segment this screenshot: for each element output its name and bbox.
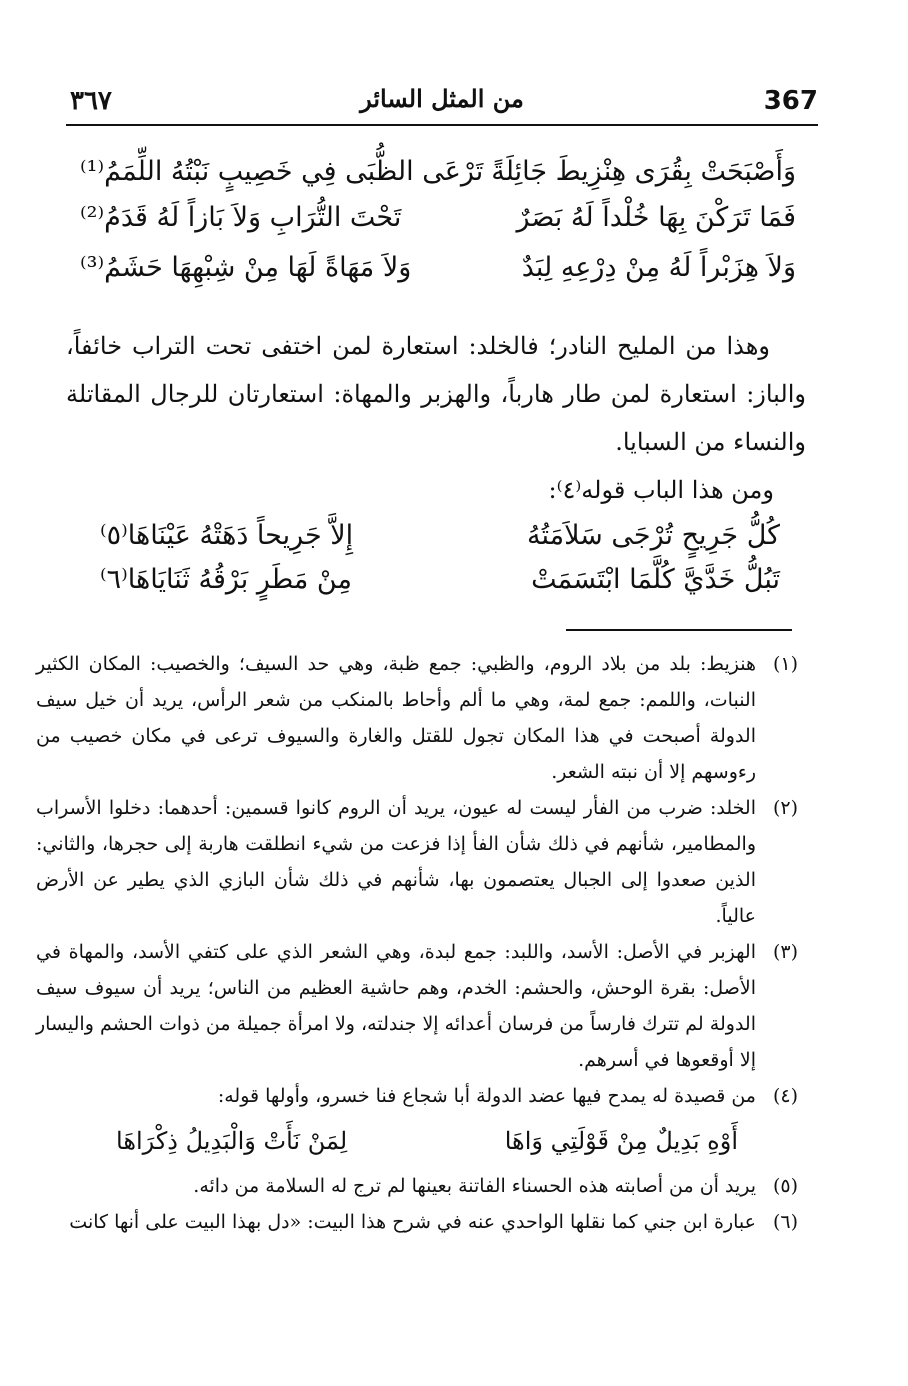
footnote-number: (٥): [772, 1175, 798, 1197]
footnote-number: (١): [772, 653, 798, 675]
footnote: [36, 1168, 798, 1204]
verse-hemistich-left: تَرْعَى الظُّبَى فِي خَصِيبٍ نَبْتُهُ اللِّمَمُ⁽¹⁾: [80, 156, 484, 187]
footnote-text: الخلد: ضرب من الفأر ليست له عيون، يريد أن الروم كانوا قسمين: أحدهما: دخلوا الأسراب والمطامير، شأنهم في ذلك شأن الفأ إذا فزعت من شيء انطلقت هاربة إلى حجرها، والثاني: الذين صعدوا إلى الجبال يعتصمون بها، شأنهم في ذلك شأن البازي الذي يطير عن الأرض عالياً.: [36, 797, 756, 927]
page-number-latin: 367: [763, 86, 818, 116]
verse-hemistich-right: وَأَصْبَحَتْ بِقُرَى هِنْزِيطَ جَائِلَةً: [491, 156, 796, 187]
verse-hemistich-right: وَلاَ هِزَبْراً لَهُ مِنْ دِرْعِهِ لِبَدٌ: [521, 252, 796, 283]
footnote-text: من قصيدة له يمدح فيها عضد الدولة أبا شجاع فنا خسرو، وأولها قوله:: [217, 1085, 756, 1107]
footnote-text: الهزبر في الأصل: الأسد، واللبد: جمع لبدة، وهي الشعر الذي على كتفي الأسد، والمهاة في الأصل: بقرة الوحش، والحشم: الخدم، وهم حاشية العظيم من الناس؛ يريد أن سيوف سيف الدولة لم تترك فارساً من فرسان أعدائه إلا جندلته، ولا امرأة جميلة من ذوات الحشم واليسار إلا أوقعوها في أسرهم.: [36, 941, 756, 1071]
prose-paragraph: ومن هذا الباب قوله⁽٤⁾:: [548, 476, 774, 504]
footnote-number: (٦): [772, 1211, 798, 1233]
footnote-verse: [36, 1114, 798, 1168]
verse-line: [80, 246, 796, 290]
running-title: من المثل السائر: [360, 84, 524, 113]
verse-hemistich-right: أَوْهِ بَدِيلٌ مِنْ قَوْلَتِي وَاهَا: [504, 1127, 738, 1155]
verse-line: [100, 514, 780, 558]
footnote-number: (٤): [772, 1085, 798, 1107]
verse-hemistich-left: تَحْتَ التُّرَابِ وَلاَ بَازاً لَهُ قَدَمُ⁽²⁾: [80, 202, 402, 233]
verse-line: [80, 196, 796, 240]
page-header: [66, 84, 818, 126]
verse-hemistich-right: كُلُّ جَرِيحٍ تُرْجَى سَلاَمَتُهُ: [526, 520, 780, 551]
verse-hemistich-right: فَمَا تَرَكْنَ بِهَا خُلْداً لَهُ بَصَرٌ: [516, 202, 796, 233]
footnotes: [36, 646, 798, 1240]
verse-hemistich-left: إِلاَّ جَرِيحاً دَهَتْهُ عَيْنَاهَا⁽٥⁾: [100, 520, 354, 551]
footnote: [36, 790, 798, 934]
footnote: [36, 1078, 798, 1114]
footnote-number: (٢): [772, 797, 798, 819]
page-number-arabic: ٣٦٧: [70, 86, 112, 116]
verse-hemistich-right: تَبُلُّ خَدَّيَّ كُلَّمَا ابْتَسَمَتْ: [531, 564, 780, 595]
verse-hemistich-left: وَلاَ مَهَاةً لَهَا مِنْ شِبْهِهَا حَشَمُ⁽³⁾: [80, 252, 412, 283]
footnote-text: عبارة ابن جني كما نقلها الواحدي عنه في شرح هذا البيت: «دل بهذا البيت على أنها كانت: [69, 1211, 756, 1233]
footnote-text: هنزيط: بلد من بلاد الروم، والظبي: جمع ظبة، وهي حد السيف؛ والخصيب: المكان الكثير النبات، واللمم: جمع لمة، وهي ما ألم وأحاط بالمنكب من شعر الرأس، يريد أن خيل سيف الدولة أصبحت في هذا المكان تجول للقتل والغارة والسيوف ترعى في مكان خصيب من رءوسهم إلا أن نبته الشعر.: [36, 653, 756, 783]
verse-line: [100, 558, 780, 602]
verse-hemistich-left: لِمَنْ نَأَتْ وَالْبَدِيلُ ذِكْرَاهَا: [116, 1127, 348, 1155]
footnote: [36, 934, 798, 1078]
verse-hemistich-left: مِنْ مَطَرٍ بَرْقُهُ ثَنَايَاهَا⁽٦⁾: [100, 564, 352, 595]
prose-paragraph: وهذا من المليح النادر؛ فالخلد: استعارة لمن اختفى تحت التراب خائفاً، والباز: استعارة لمن طار هارباً، والهزبر والمهاة: استعارتان للرجال المقاتلة والنساء من السبايا.: [66, 332, 806, 456]
footnote-number: (٣): [772, 941, 798, 963]
verse-line: [80, 150, 796, 194]
footnote: [36, 646, 798, 790]
footnote-text: يريد أن من أصابته هذه الحسناء الفاتنة بعينها لم ترج له السلامة من دائه.: [193, 1175, 756, 1197]
footnote-divider: [566, 629, 792, 631]
footnote: [36, 1204, 798, 1240]
